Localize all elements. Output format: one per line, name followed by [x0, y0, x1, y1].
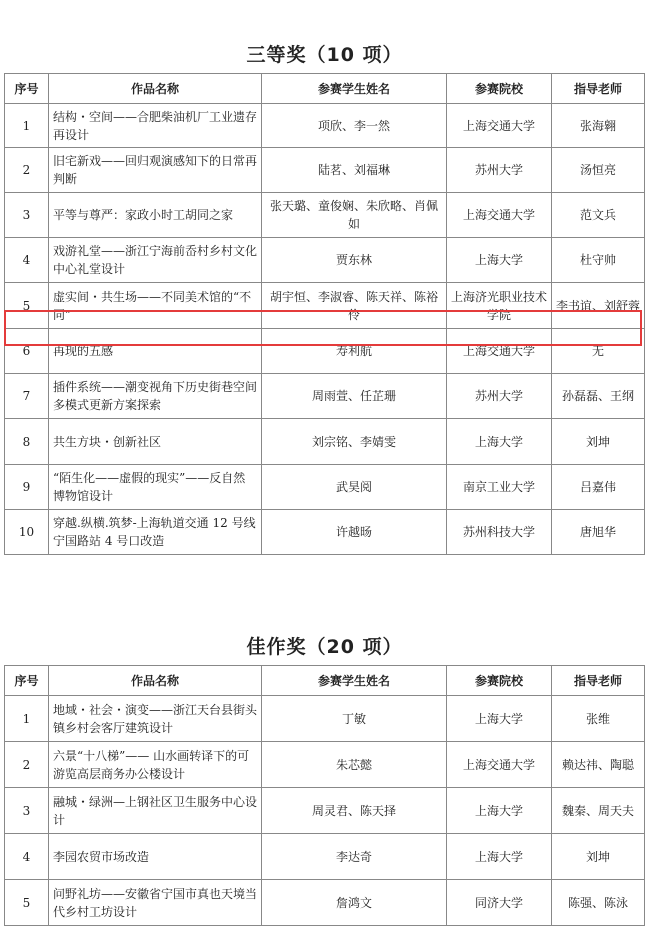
row-index: 7 — [5, 374, 49, 419]
row-index: 4 — [5, 238, 49, 283]
advisor-name: 赖达祎、陶聪 — [552, 742, 645, 788]
student-names: 周雨萱、任芷珊 — [262, 374, 447, 419]
advisor-name: 杜守帅 — [552, 238, 645, 283]
row-index: 1 — [5, 696, 49, 742]
work-title: 再现的五感 — [49, 329, 262, 374]
section-title-third-prize: 三等奖（10 项） — [246, 44, 403, 66]
row-index: 2 — [5, 148, 49, 193]
school-name: 同济大学 — [447, 880, 552, 926]
table-row — [5, 329, 645, 374]
table-header-row — [5, 74, 645, 104]
advisor-name: 无 — [552, 329, 645, 374]
student-names: 胡宇恒、李淑睿、陈天祥、陈裕伶 — [262, 283, 447, 329]
student-names: 詹鸿文 — [262, 880, 447, 926]
school-name: 上海交通大学 — [447, 742, 552, 788]
row-index: 1 — [5, 104, 49, 148]
school-name: 上海大学 — [447, 788, 552, 834]
advisor-name: 孙磊磊、王纲 — [552, 374, 645, 419]
work-title: “陌生化——虚假的现实”——反自然博物馆设计 — [49, 465, 262, 510]
advisor-name: 范文兵 — [552, 193, 645, 238]
advisor-name: 刘坤 — [552, 834, 645, 880]
row-index: 6 — [5, 329, 49, 374]
third-prize-table — [4, 73, 645, 555]
row-index: 10 — [5, 510, 49, 555]
header-index: 序号 — [5, 666, 49, 696]
table-row — [5, 238, 645, 283]
table-row — [5, 374, 645, 419]
row-index: 3 — [5, 193, 49, 238]
table-header-row — [5, 666, 645, 696]
table-row-highlighted — [5, 283, 645, 329]
advisor-name: 陈强、陈泳 — [552, 880, 645, 926]
header-school: 参赛院校 — [447, 74, 552, 104]
work-title: 戏游礼堂——浙江宁海前岙村乡村文化中心礼堂设计 — [49, 238, 262, 283]
work-title: 结构・空间——合肥柴油机厂工业遗存再设计 — [49, 104, 262, 148]
work-title: 融城・绿洲—上钢社区卫生服务中心设计 — [49, 788, 262, 834]
table-row — [5, 880, 645, 926]
advisor-name: 魏秦、周天夫 — [552, 788, 645, 834]
header-advisor: 指导老师 — [552, 666, 645, 696]
table-row — [5, 696, 645, 742]
table-row — [5, 148, 645, 193]
student-names: 刘宗铭、李婧雯 — [262, 419, 447, 465]
work-title: 问野礼坊——安徽省宁国市真也天境当代乡村工坊设计 — [49, 880, 262, 926]
table-row — [5, 104, 645, 148]
school-name: 苏州大学 — [447, 148, 552, 193]
table-row — [5, 788, 645, 834]
school-name: 上海交通大学 — [447, 193, 552, 238]
school-name: 上海大学 — [447, 834, 552, 880]
school-name: 上海大学 — [447, 419, 552, 465]
work-title: 穿越.纵横.筑梦-上海轨道交通 12 号线宁国路站 4 号口改造 — [49, 510, 262, 555]
work-title: 虚实间・共生场——不同美术馆的“不同” — [49, 283, 262, 329]
work-title: 插件系统——潮变视角下历史街巷空间多模式更新方案探索 — [49, 374, 262, 419]
school-name: 上海大学 — [447, 238, 552, 283]
school-name: 上海交通大学 — [447, 104, 552, 148]
row-index: 5 — [5, 283, 49, 329]
student-names: 周灵君、陈天择 — [262, 788, 447, 834]
school-name: 上海交通大学 — [447, 329, 552, 374]
work-title: 六景“十八梯”—— 山水画转译下的可游览高层商务办公楼设计 — [49, 742, 262, 788]
advisor-name: 汤恒亮 — [552, 148, 645, 193]
row-index: 9 — [5, 465, 49, 510]
advisor-name: 刘坤 — [552, 419, 645, 465]
work-title: 旧宅新戏——回归观演感知下的日常再判断 — [49, 148, 262, 193]
advisor-name: 张维 — [552, 696, 645, 742]
row-index: 8 — [5, 419, 49, 465]
header-school: 参赛院校 — [447, 666, 552, 696]
table-row — [5, 193, 645, 238]
header-advisor: 指导老师 — [552, 74, 645, 104]
work-title: 李园农贸市场改造 — [49, 834, 262, 880]
school-name: 南京工业大学 — [447, 465, 552, 510]
work-title: 地域・社会・演变——浙江天台县街头镇乡村会客厅建筑设计 — [49, 696, 262, 742]
row-index: 4 — [5, 834, 49, 880]
honorable-mention-table — [4, 665, 645, 926]
student-names: 项欣、李一然 — [262, 104, 447, 148]
header-work-title: 作品名称 — [49, 666, 262, 696]
header-work-title: 作品名称 — [49, 74, 262, 104]
student-names: 武昊阅 — [262, 465, 447, 510]
school-name: 苏州科技大学 — [447, 510, 552, 555]
row-index: 5 — [5, 880, 49, 926]
school-name: 上海济光职业技术学院 — [447, 283, 552, 329]
student-names: 张天璐、童俊娴、朱欣略、肖佩如 — [262, 193, 447, 238]
advisor-name: 李书谊、刘舒蓉 — [552, 283, 645, 329]
advisor-name: 张海翱 — [552, 104, 645, 148]
header-students: 参赛学生姓名 — [262, 74, 447, 104]
table-row — [5, 465, 645, 510]
work-title: 平等与尊严：家政小时工胡同之家 — [49, 193, 262, 238]
table-row — [5, 510, 645, 555]
table-row — [5, 834, 645, 880]
student-names: 丁敏 — [262, 696, 447, 742]
row-index: 2 — [5, 742, 49, 788]
school-name: 上海大学 — [447, 696, 552, 742]
advisor-name: 吕嘉伟 — [552, 465, 645, 510]
advisor-name: 唐旭华 — [552, 510, 645, 555]
student-names: 贾东林 — [262, 238, 447, 283]
row-index: 3 — [5, 788, 49, 834]
header-students: 参赛学生姓名 — [262, 666, 447, 696]
student-names: 朱芯懿 — [262, 742, 447, 788]
student-names: 李达奇 — [262, 834, 447, 880]
student-names: 陆茗、刘福琳 — [262, 148, 447, 193]
section-title-honorable-mention: 佳作奖（20 项） — [246, 636, 403, 658]
header-index: 序号 — [5, 74, 49, 104]
student-names: 许越旸 — [262, 510, 447, 555]
student-names: 寿利航 — [262, 329, 447, 374]
table-row — [5, 419, 645, 465]
work-title: 共生方块・创新社区 — [49, 419, 262, 465]
table-row — [5, 742, 645, 788]
school-name: 苏州大学 — [447, 374, 552, 419]
